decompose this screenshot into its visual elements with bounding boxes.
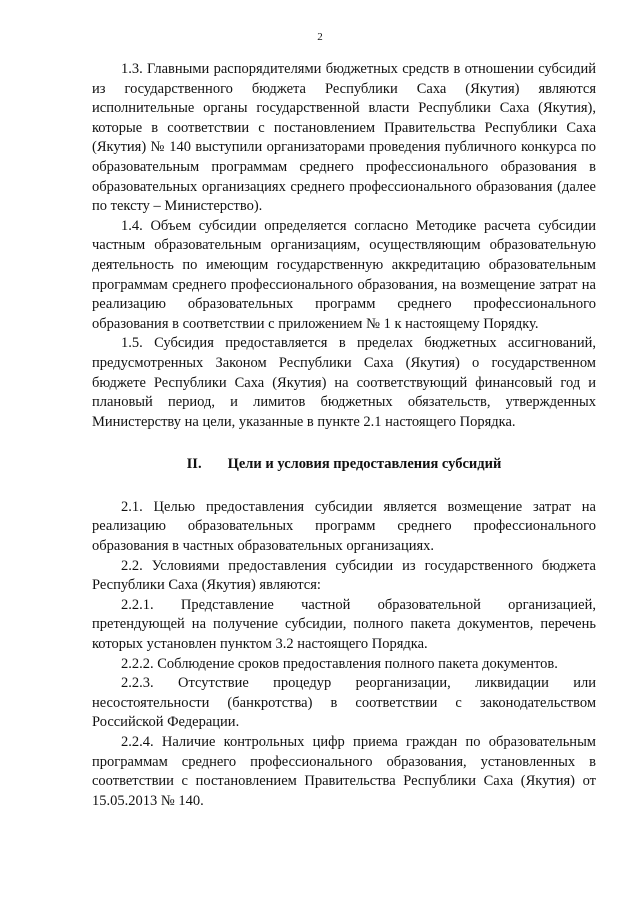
- paragraph-2-2-1: 2.2.1. Представление частной образовательной организацией, претендующей на получение субсидии, полного пакета документов, перечень которых установлен пунктом 3.2 настоящего Порядка.: [92, 596, 596, 653]
- paragraph-2-2: 2.2. Условиями предоставления субсидии из государственного бюджета Республики Саха (Якутия) являются:: [92, 557, 596, 594]
- paragraph-1-3: 1.3. Главными распорядителями бюджетных средств в отношении субсидий из государственного бюджета Республики Саха (Якутия) являются исполнительные органы государственной власти Республики Саха (Якутия), которые в соответствии с постановлением Правительства Республики Саха (Якутия) № 140 выступили организаторами проведения публичного конкурса по образовательным программам среднего профессионального образования в образовательных организациях среднего профессионального образования (далее по тексту – Министерство).: [92, 61, 596, 215]
- paragraph-2-1: 2.1. Целью предоставления субсидии является возмещение затрат на реализацию образовательных программ среднего профессионального образования в частных образовательных организациях.: [92, 498, 596, 555]
- page-number: 2: [317, 31, 323, 43]
- paragraph-1-4: 1.4. Объем субсидии определяется согласно Методике расчета субсидии частным образовательным организациям, осуществляющим образовательную деятельность по имеющим государственную аккредитацию образовательным программам среднего профессионального образования, на возмещение затрат на реализацию образовательных программ среднего профессионального образования в соответствии с приложением № 1 к настоящему Порядку.: [92, 217, 596, 332]
- paragraph-1-5: 1.5. Субсидия предоставляется в пределах бюджетных ассигнований, предусмотренных Законом Республики Саха (Якутия) о государственном бюджете Республики Саха (Якутия) на соответствующий финансовый год и плановый период, и лимитов бюджетных обязательств, утвержденных Министерству на цели, указанные в пункте 2.1 настоящего Порядка.: [92, 335, 596, 430]
- paragraph-2-2-3: 2.2.3. Отсутствие процедур реорганизации, ликвидации или несостоятельности (банкротства) в соответствии с законодательством Российской Федерации.: [92, 675, 596, 731]
- paragraph-2-2-2: 2.2.2. Соблюдение сроков предоставления полного пакета документов.: [121, 655, 558, 672]
- section-heading: [92, 455, 596, 475]
- paragraph-2-2-4: 2.2.4. Наличие контрольных цифр приема граждан по образовательным программам среднего профессионального образования, установленных в соответствии с постановлением Правительства Республики Саха (Якутия) от 15.05.2013 № 140.: [92, 734, 596, 809]
- document-body: [92, 60, 596, 811]
- section-title: Цели и условия предоставления субсидий: [227, 456, 502, 473]
- section-number: II.: [186, 456, 202, 473]
